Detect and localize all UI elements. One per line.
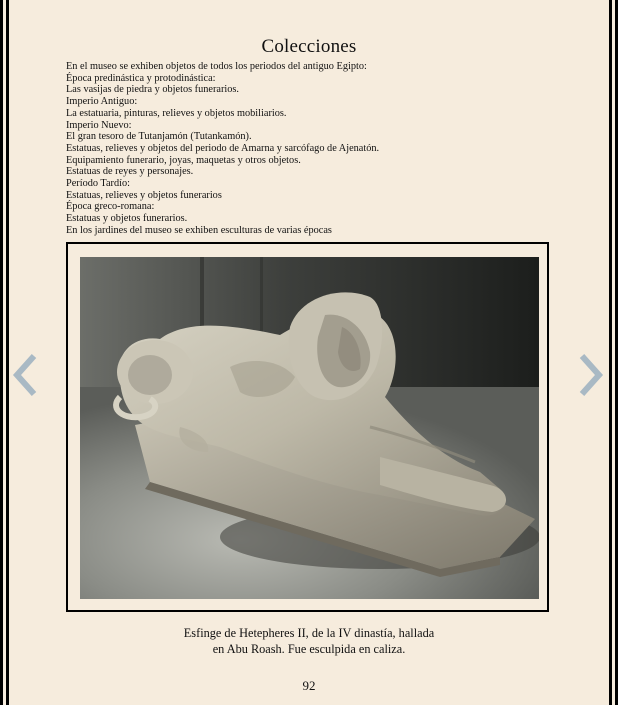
text-line: El gran tesoro de Tutanjamón (Tutankamón). [66,131,252,143]
text-line: Equipamiento funerario, joyas, maquetas y otros objetos. [66,154,301,166]
text-line: Período Tardío: [66,178,131,190]
chevron-left-icon [12,352,38,398]
sphinx-illustration [80,257,539,599]
page-title: Colecciones [261,36,357,57]
text-line: Estatuas de reyes y personajes. [66,166,194,178]
text-line: Época greco-romana: [66,201,155,213]
text-line: Estatuas y objetos funerarios. [66,213,188,225]
text-line: En el museo se exhiben objetos de todos los periodos del antiguo Egipto: [66,61,367,72]
chevron-right-icon [578,352,604,398]
text-line: Imperio Antiguo: [66,96,138,108]
left-border-inner [6,0,9,705]
text-line: Estatuas, relieves y objetos del periodo de Amarna y sarcófago de Ajenatón. [66,142,380,154]
text-line: Las vasijas de piedra y objetos funerarios. [66,84,239,96]
right-border-inner [609,0,612,705]
previous-page-button[interactable] [12,352,38,398]
text-line: En los jardines del museo se exhiben esculturas de varias épocas [66,224,332,236]
text-line: Estatuas, relieves y objetos funerarios [66,189,222,201]
text-line: Época predinástica y protodinástica: [66,72,216,84]
page-number: 92 [302,678,316,693]
next-page-button[interactable] [578,352,604,398]
sphinx-photo [80,257,539,599]
text-line: La estatuaria, pinturas, relieves y objetos mobiliarios. [66,107,287,119]
text-line: Imperio Nuevo: [66,119,132,131]
photo-caption [0,625,618,657]
collections-text [66,61,546,237]
left-border-outer [0,0,3,705]
caption-line: en Abu Roash. Fue esculpida en caliza. [212,642,406,656]
caption-line: Esfinge de Hetepheres II, de la IV dinastía, hallada [183,626,435,640]
